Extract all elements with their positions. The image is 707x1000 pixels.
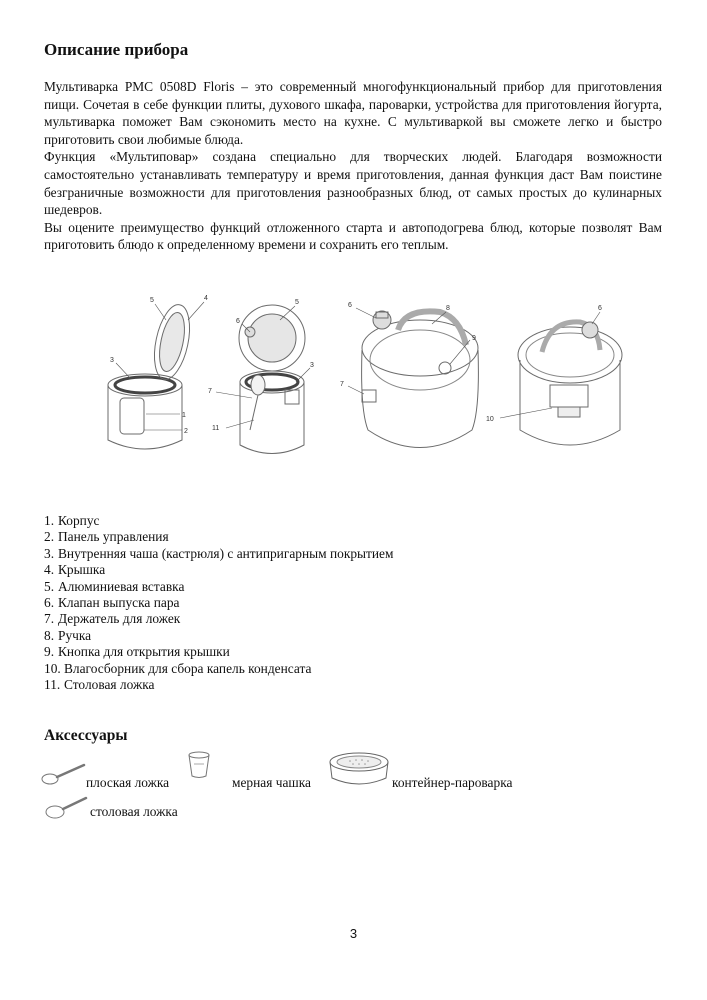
section-heading: Описание прибора (44, 40, 189, 59)
list-label: Кнопка для открытия крышки (58, 644, 230, 660)
callout-label: 5 (150, 297, 154, 304)
list-number: 7. (44, 611, 55, 627)
list-label: Алюминиевая вставка (58, 578, 185, 594)
callout-label: 7 (208, 388, 212, 395)
callout-label: 11 (212, 425, 220, 432)
list-item (44, 661, 393, 677)
list-item (44, 611, 393, 627)
intro-paragraph-1: Мультиварка PMC 0508D Floris – это современный многофункциональный прибор для приготовления пищи. Сочетая в себе функции плиты, духового шкафа, пароварки, устройства для приготовления йогурта, мультиварка поможет Вам сэкономить место на кухне. С мультиваркой вы сможете легко и быстро приготовить свои любимые блюда. (44, 79, 662, 147)
list-item (44, 628, 393, 644)
callout-label: 6 (598, 305, 602, 312)
parts-list (44, 513, 393, 693)
list-number: 4. (44, 562, 55, 578)
list-number: 8. (44, 627, 55, 643)
list-item (44, 513, 393, 529)
table-spoon-icon (44, 794, 88, 820)
measuring-cup-label: мерная чашка (232, 775, 311, 790)
flat-spoon-icon (40, 762, 86, 788)
page-number: 3 (349, 926, 358, 941)
list-label: Держатель для ложек (58, 611, 181, 627)
steamer-container-label: контейнер-пароварка (392, 775, 513, 790)
multicooker-diagram-svg (100, 290, 640, 465)
list-label: Панель управления (58, 529, 169, 545)
list-item (44, 644, 393, 660)
list-number: 2. (44, 529, 55, 545)
list-label: Клапан выпуска пара (58, 595, 180, 611)
callout-label: 3 (310, 362, 314, 369)
flat-spoon-label: плоская ложка (86, 775, 170, 790)
callout-label: 10 (486, 416, 494, 423)
list-label: Столовая ложка (64, 677, 155, 693)
callout-label: 5 (295, 299, 299, 306)
callout-label: 7 (340, 381, 344, 388)
callout-leaders (116, 302, 600, 430)
list-label: Влагосборник для сбора капель конденсата (64, 660, 312, 676)
callout-label: 6 (348, 302, 352, 309)
list-item (44, 595, 393, 611)
intro-paragraph-3: Вы оцените преимущество функций отложенного старта и автоподогрева блюд, которые позволят Вам приготовить блюдо к определенному времени и сохранить его теплым. (44, 219, 662, 253)
measuring-cup-icon (186, 750, 212, 780)
callout-label: 4 (204, 295, 208, 302)
table-spoon-label: столовая ложка (90, 804, 178, 819)
callout-label: 2 (184, 428, 188, 435)
intro-paragraph-2: Функция «Мультиповар» создана специально для творческих людей. Благодаря возможности самостоятельно устанавливать температуру и время приготовления, данная функция даст Вам поистине безграничные возможности для приготовления разнообразных блюд, от самых простых до кулинарных шедевров. (44, 149, 662, 218)
cooker-view-open-spoon (239, 305, 305, 454)
list-number: 3. (44, 545, 55, 561)
list-item (44, 562, 393, 578)
callout-label: 3 (110, 357, 114, 364)
list-label: Корпус (58, 513, 100, 528)
list-label: Крышка (58, 562, 106, 578)
list-label: Внутренняя чаша (кастрюля) с антипригарным покрытием (58, 545, 394, 561)
callout-label: 1 (182, 412, 186, 419)
list-item (44, 529, 393, 545)
callout-label: 8 (446, 305, 450, 312)
callout-label: 6 (236, 318, 240, 325)
list-label: Ручка (58, 627, 92, 643)
list-item (44, 579, 393, 595)
steamer-container-icon (328, 750, 390, 792)
intro-text (44, 78, 662, 254)
cooker-view-closed-side (362, 311, 479, 448)
list-number: 1. (44, 513, 55, 528)
list-item (44, 546, 393, 562)
list-number: 11. (44, 677, 61, 693)
list-number: 5. (44, 578, 55, 594)
cooker-view-open-front (108, 302, 196, 449)
list-item (44, 677, 393, 693)
accessories-heading: Аксессуары (44, 727, 128, 744)
list-number: 9. (44, 644, 55, 660)
cooker-view-rear (518, 322, 622, 445)
list-number: 10. (44, 660, 61, 676)
callout-label: 9 (472, 335, 476, 342)
multicooker-diagram (100, 290, 640, 465)
list-number: 6. (44, 595, 55, 611)
